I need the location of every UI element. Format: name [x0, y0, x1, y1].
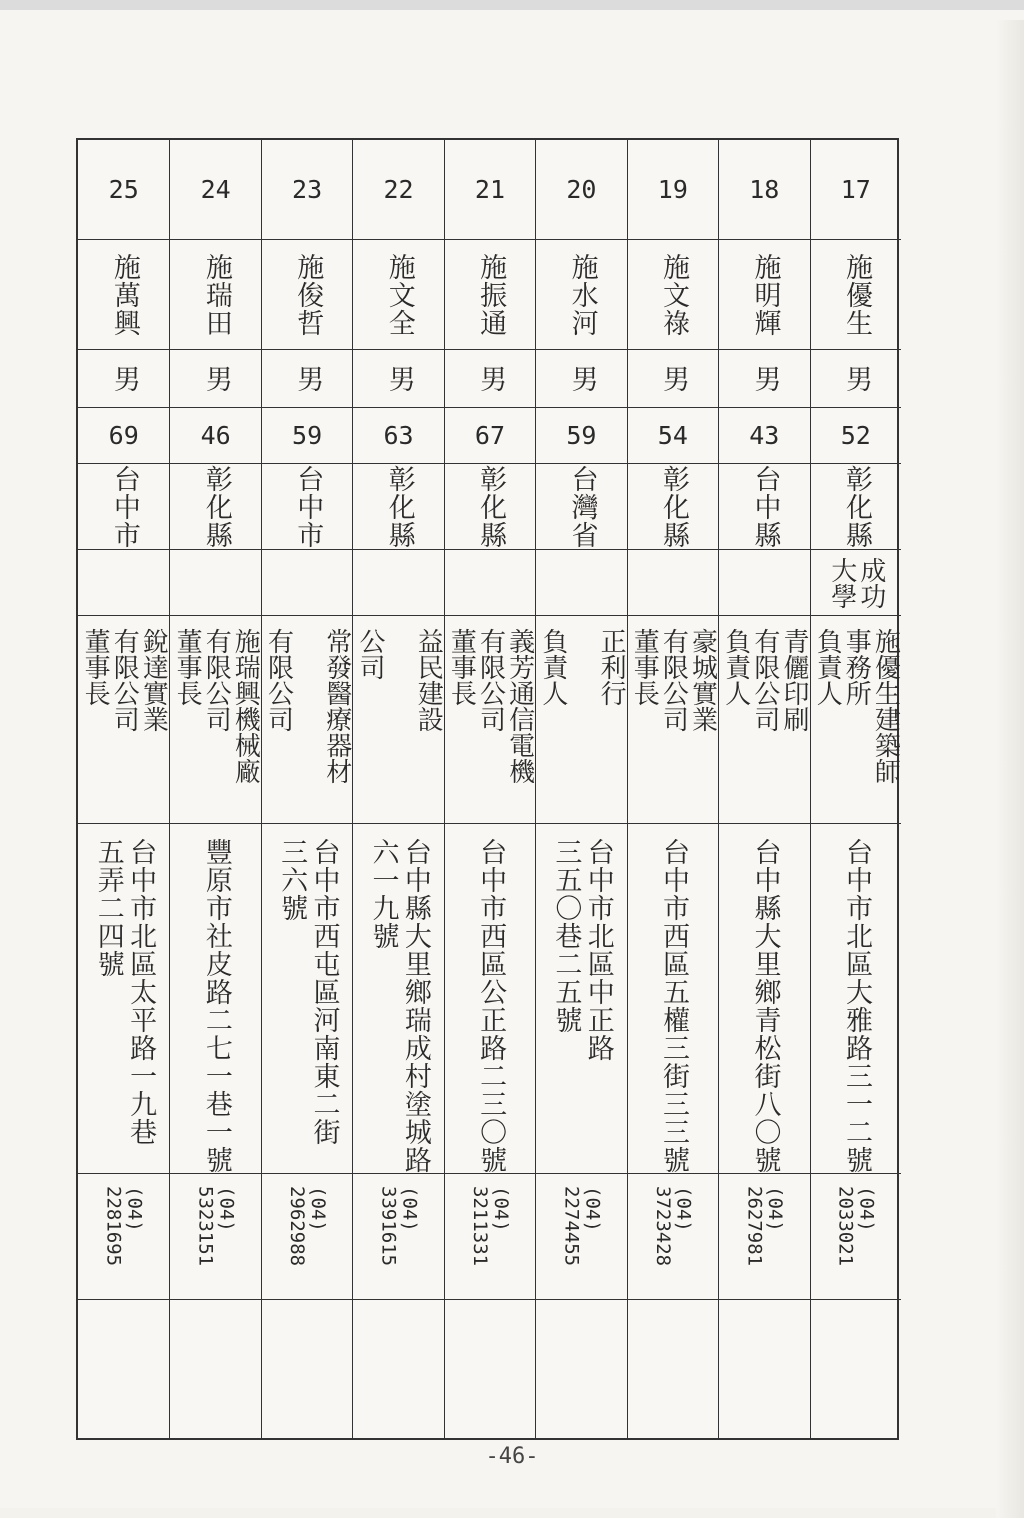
address-cell-text: 台中市西屯區河南東二街 三六號	[276, 838, 340, 1146]
address-cell	[78, 824, 169, 1174]
roster-table	[76, 138, 899, 1440]
origin-cell	[170, 464, 260, 550]
occupation-cell	[262, 616, 352, 824]
education-cell	[811, 550, 901, 616]
phone-cell-text: (04) 2274455	[560, 1186, 604, 1267]
age-cell-text: 69	[108, 421, 139, 450]
person-name	[628, 240, 718, 350]
address-cell-text: 台中市北區太平路一九巷 五弄二四號	[92, 838, 157, 1146]
blank-cell	[536, 1300, 626, 1442]
occupation-cell	[353, 616, 443, 824]
sex-cell-text: 男	[383, 364, 415, 393]
row-number-text: 19	[657, 175, 688, 204]
origin-cell-text: 台中市	[108, 464, 140, 549]
blank-cell	[445, 1300, 535, 1442]
person-name	[811, 240, 901, 350]
address-cell-text: 台中市北區大雅路三一二號	[840, 838, 872, 1174]
person-name-text: 施優生	[840, 252, 872, 337]
age-cell	[445, 408, 535, 464]
phone-cell-text: (04) 5323151	[194, 1186, 238, 1267]
blank-cell	[78, 1300, 169, 1442]
address-cell-text: 台中縣大里鄉瑞成村塗城路 六一九號	[367, 838, 431, 1174]
row-number	[353, 140, 443, 240]
blank-cell	[170, 1300, 260, 1442]
person-name	[262, 240, 352, 350]
table-column	[169, 140, 260, 1438]
age-cell-text: 59	[566, 421, 597, 450]
page-number: -46-	[485, 1444, 539, 1469]
row-number-text: 18	[749, 175, 780, 204]
row-number-text: 25	[108, 175, 139, 204]
phone-cell-text: (04) 2627981	[743, 1186, 787, 1267]
row-number-text: 21	[474, 175, 506, 204]
address-cell	[170, 824, 260, 1174]
sex-cell-text: 男	[108, 364, 140, 393]
phone-cell	[262, 1174, 352, 1300]
person-name	[445, 240, 535, 350]
table-column	[627, 140, 718, 1438]
age-cell	[353, 408, 443, 464]
address-cell-text: 台中市西區公正路二三〇號	[475, 838, 507, 1174]
phone-cell-text: (04) 2033021	[834, 1186, 878, 1267]
phone-cell	[628, 1174, 718, 1300]
origin-cell	[262, 464, 352, 550]
row-number-text: 20	[566, 175, 597, 204]
occupation-cell	[719, 616, 809, 824]
address-cell-text: 台中市西區五權三街三三號	[658, 838, 690, 1174]
occupation-cell-text: 施優生建築師 事務所 負責人	[812, 628, 901, 784]
phone-cell-text: (04) 3723428	[651, 1186, 695, 1267]
person-name	[170, 240, 260, 350]
table-column	[261, 140, 352, 1438]
origin-cell-text: 彰化縣	[840, 464, 872, 549]
education-cell	[536, 550, 626, 616]
occupation-cell-text: 益民建設 公司	[354, 628, 444, 732]
table-column	[352, 140, 443, 1438]
address-cell-text: 台中市北區中正路 三五〇巷二五號	[550, 838, 614, 1062]
address-cell	[719, 824, 809, 1174]
row-number	[262, 140, 352, 240]
person-name-text: 施文祿	[658, 252, 690, 337]
sex-cell-text: 男	[658, 364, 690, 393]
sex-cell-text: 男	[200, 364, 232, 393]
row-number-text: 24	[200, 175, 231, 204]
address-cell	[262, 824, 352, 1174]
education-cell	[170, 550, 260, 616]
occupation-cell-text: 銳達實業 有限公司 董事長	[80, 628, 169, 732]
person-name-text: 施瑞田	[200, 252, 232, 337]
blank-cell	[628, 1300, 718, 1442]
sex-cell-text: 男	[292, 364, 324, 393]
person-name	[719, 240, 809, 350]
origin-cell	[811, 464, 901, 550]
sex-cell-text: 男	[566, 364, 598, 393]
education-cell	[262, 550, 352, 616]
origin-cell	[78, 464, 169, 550]
phone-cell-text: (04) 3211331	[468, 1186, 512, 1267]
origin-cell	[719, 464, 809, 550]
blank-cell	[811, 1300, 901, 1442]
age-cell	[719, 408, 809, 464]
age-cell-text: 46	[200, 421, 231, 450]
origin-cell	[628, 464, 718, 550]
address-cell-text: 豐原市社皮路二七一巷一號	[200, 838, 232, 1174]
row-number-text: 17	[840, 175, 871, 204]
education-cell-text: 成功 大學	[826, 556, 886, 609]
occupation-cell-text: 正利行 負責人	[537, 628, 627, 706]
phone-cell	[78, 1174, 169, 1300]
education-cell	[445, 550, 535, 616]
education-cell	[78, 550, 169, 616]
occupation-cell	[628, 616, 718, 824]
origin-cell-text: 台中縣	[749, 464, 781, 549]
age-cell-text: 52	[840, 421, 871, 450]
sex-cell-text: 男	[749, 364, 781, 393]
phone-cell-text: (04) 2281695	[102, 1186, 146, 1267]
occupation-cell	[445, 616, 535, 824]
sex-cell-text: 男	[840, 364, 872, 393]
address-cell-text: 台中縣大里鄉青松街八〇號	[749, 838, 781, 1174]
sex-cell	[811, 350, 901, 408]
address-cell	[536, 824, 626, 1174]
person-name-text: 施俊哲	[292, 252, 324, 337]
age-cell	[628, 408, 718, 464]
occupation-cell	[78, 616, 169, 824]
age-cell-text: 63	[383, 421, 414, 450]
age-cell	[536, 408, 626, 464]
blank-cell	[353, 1300, 443, 1442]
row-number	[445, 140, 535, 240]
origin-cell	[353, 464, 443, 550]
occupation-cell-text: 施瑞興機械廠 有限公司 董事長	[172, 628, 261, 784]
person-name-text: 施水河	[566, 252, 598, 337]
age-cell-text: 54	[657, 421, 688, 450]
age-cell-text: 43	[749, 421, 780, 450]
sex-cell-text: 男	[475, 364, 507, 393]
phone-cell	[445, 1174, 535, 1300]
phone-cell	[811, 1174, 901, 1300]
row-number	[536, 140, 626, 240]
phone-cell-text: (04) 2962988	[286, 1186, 329, 1267]
row-number	[811, 140, 901, 240]
age-cell	[170, 408, 260, 464]
person-name-text: 施文全	[383, 252, 415, 337]
sex-cell	[353, 350, 443, 408]
origin-cell-text: 彰化縣	[383, 464, 415, 549]
blank-cell	[262, 1300, 352, 1442]
phone-cell-text: (04) 3391615	[377, 1186, 421, 1267]
sex-cell	[536, 350, 626, 408]
origin-cell-text: 彰化縣	[658, 464, 690, 549]
person-name	[353, 240, 443, 350]
age-cell	[811, 408, 901, 464]
sex-cell	[262, 350, 352, 408]
origin-cell	[536, 464, 626, 550]
occupation-cell	[170, 616, 260, 824]
origin-cell-text: 彰化縣	[200, 464, 232, 549]
table-column	[810, 140, 901, 1438]
sex-cell	[445, 350, 535, 408]
row-number-text: 22	[383, 175, 414, 204]
age-cell	[78, 408, 169, 464]
origin-cell-text: 台中市	[292, 464, 324, 549]
phone-cell	[353, 1174, 443, 1300]
table-column	[718, 140, 809, 1438]
phone-cell	[536, 1174, 626, 1300]
row-number	[719, 140, 809, 240]
person-name-text: 施明輝	[749, 252, 781, 337]
sex-cell	[719, 350, 809, 408]
row-number	[170, 140, 260, 240]
occupation-cell-text: 豪城實業 有限公司 董事長	[629, 628, 718, 732]
origin-cell-text: 台灣省	[566, 464, 598, 549]
sex-cell	[170, 350, 260, 408]
address-cell	[445, 824, 535, 1174]
origin-cell	[445, 464, 535, 550]
person-name	[78, 240, 169, 350]
age-cell-text: 67	[474, 421, 506, 450]
sex-cell	[628, 350, 718, 408]
person-name-text: 施萬興	[108, 252, 140, 337]
phone-cell	[170, 1174, 260, 1300]
table-column	[78, 140, 169, 1438]
person-name-text: 施振通	[475, 252, 507, 337]
address-cell	[811, 824, 901, 1174]
table-column	[444, 140, 535, 1438]
row-number-text: 23	[292, 175, 323, 204]
education-cell	[353, 550, 443, 616]
row-number	[78, 140, 169, 240]
address-cell	[628, 824, 718, 1174]
occupation-cell	[811, 616, 901, 824]
phone-cell	[719, 1174, 809, 1300]
blank-cell	[719, 1300, 809, 1442]
row-number	[628, 140, 718, 240]
person-name	[536, 240, 626, 350]
education-cell	[628, 550, 718, 616]
table-column	[535, 140, 626, 1438]
age-cell-text: 59	[292, 421, 323, 450]
origin-cell-text: 彰化縣	[475, 464, 507, 549]
page-edge-shadow	[996, 20, 1024, 1518]
sex-cell	[78, 350, 169, 408]
occupation-cell-text: 青儷印刷 有限公司 負責人	[720, 628, 809, 732]
occupation-cell-text: 常發醫療器材 有限公司	[263, 628, 352, 784]
education-cell	[719, 550, 809, 616]
occupation-cell-text: 義芳通信電機 有限公司 董事長	[446, 628, 535, 784]
address-cell	[353, 824, 443, 1174]
age-cell	[262, 408, 352, 464]
occupation-cell	[536, 616, 626, 824]
